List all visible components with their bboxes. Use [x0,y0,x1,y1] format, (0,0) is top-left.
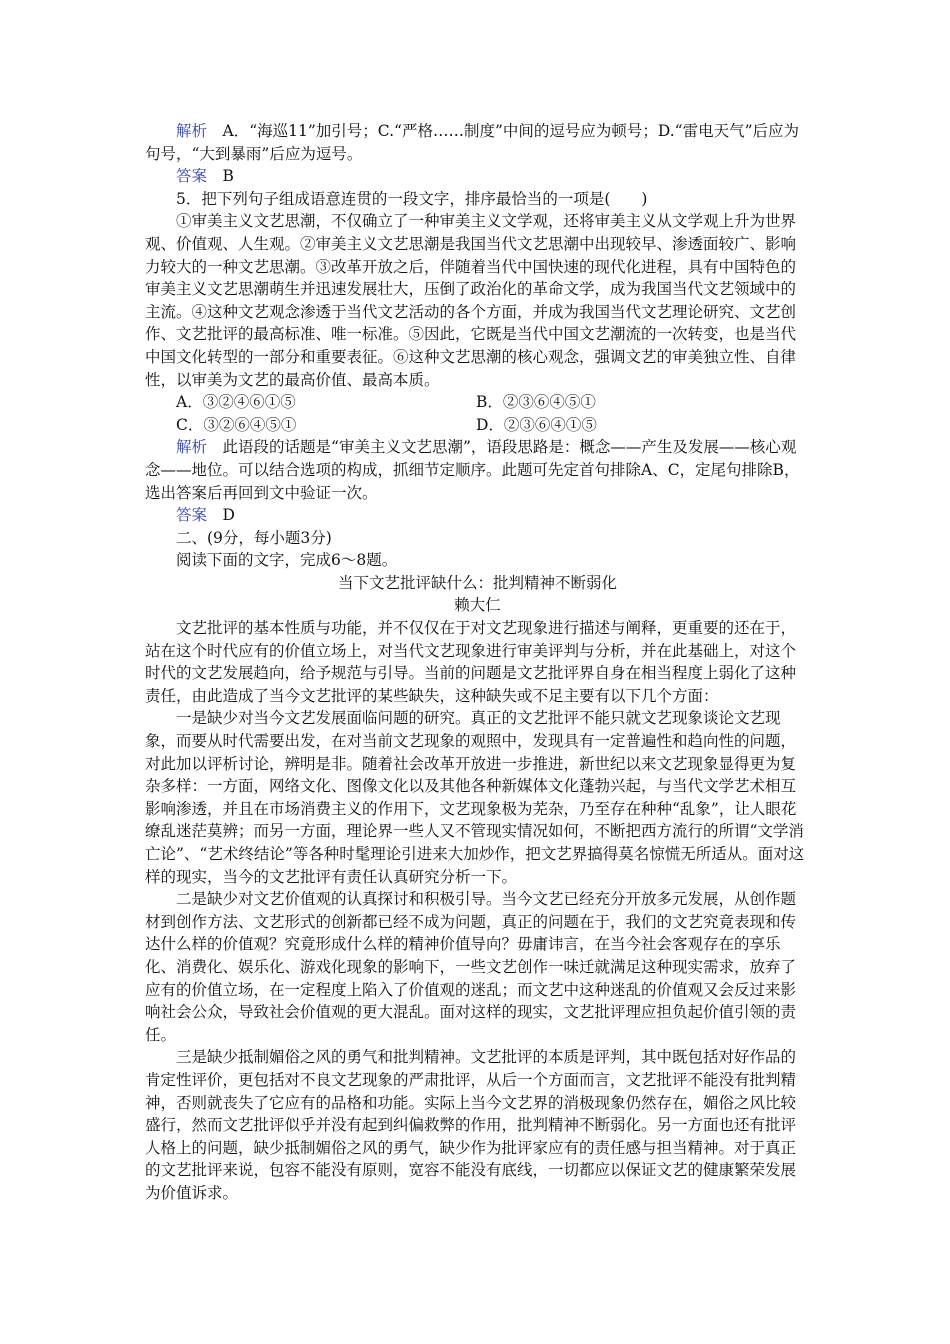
q5-option-b: B．②③⑥④⑤① [476,393,596,412]
q5-options-row-1 [145,391,810,414]
q5-option-c: C．③②⑥④⑤① [176,415,297,434]
answer-label: 答案 [176,167,208,186]
q5-option-a: A．③②④⑥①⑤ [176,393,296,412]
article-paragraph: 二是缺少对文艺价值观的认真探讨和积极引导。当今文艺已经充分开放多元发展，从创作题材到创作方法、文艺形式的创新都已经不成为问题，真正的问题在于，我们的文艺究竟表现和传达什么样的价值观？究竟形成什么样的精神价值导向？毋庸讳言，在当今社会客观存在的享乐化、消费化、娱乐化、游戏化现象的影响下，一些文艺创作一味迁就满足这种现实需求，放弃了应有的价值立场，在一定程度上陷入了价值观的迷乱；而文艺中这种迷乱的价值观又会反过来影响社会公众，导致社会价值观的更大混乱。面对这样的现实，文艺批评理应担负起价值引领的责任。 [145,890,797,1044]
analysis-label: 解析 [176,438,208,457]
article-title: 当下文艺批评缺什么：批判精神不断弱化 [337,573,617,592]
q5-answer [145,504,810,527]
q5-answer-value: D [222,506,235,525]
q5-passage: ①审美主义文艺思潮，不仅确立了一种审美主义文学观，还将审美主义从文学观上升为世界观、价值观、人生观。②审美主义文艺思潮是我国当代文艺思潮中出现较早、渗透面较广、影响力较大的一种文艺思潮。③改革开放之后，伴随着当代中国快速的现代化进程，具有中国特色的审美主义文艺思潮萌生并迅速发展壮大，压倒了政治化的革命文学，成为我国当代文艺领域中的主流。④这种文艺观念渗透于当代文艺活动的各个方面，并成为我国当代文艺理论研究、文艺创作、文艺批评的最高标准、唯一标准。⑤因此，它既是当代中国文艺潮流的一次转变，也是当代中国文化转型的一部分和重要表征。⑥这种文艺思潮的核心观念，强调文艺的审美独立性、自律性，以审美为文艺的最高价值、最高本质。 [145,212,797,389]
section-heading: 二、(9分，每小题3分) [176,528,332,547]
q5-analysis [145,436,810,504]
q5-options-row-2 [145,414,810,437]
analysis-label: 解析 [176,122,208,140]
q4-analysis-text: A．“海巡11”加引号；C.“严格……制度”中间的逗号应为顿号；D.“雷电天气”后应为句号，“大到暴雨”后应为逗号。 [145,122,800,163]
q4-answer [145,165,810,188]
q5-option-d: D．②③⑥④①⑤ [476,415,597,434]
article-paragraph: 一是缺少对当今文艺发展面临问题的研究。真正的文艺批评不能只就文艺现象谈论文艺现象，而要从时代需要出发，在对当前文艺现象的观照中，发现具有一定普遍性和趋向性的问题，对此加以评析讨论，辨明是非。随着社会改革开放进一步推进，新世纪以来文艺现象显得更为复杂多样：一方面，网络文化、图像文化以及其他各种新媒体文化蓬勃兴起，与当代文学艺术相互影响渗透，并且在市场消费主义的作用下，文艺现象极为芜杂，乃至存在种种“乱象”，让人眼花缭乱迷茫莫辨；而另一方面，理论界一些人又不管现实情况如何，不断把西方流行的所谓“文学消亡论”、“艺术终结论”等各种时髦理论引进来大加炒作，把文艺界搞得莫名惊慌无所适从。面对这样的现实，当今的文艺批评有责任认真研究分析一下。 [145,709,805,886]
q4-analysis [145,120,810,165]
section-instruction: 阅读下面的文字，完成6～8题。 [176,551,398,570]
article-paragraph: 文艺批评的基本性质与功能，并不仅仅在于对文艺现象进行描述与阐释，更重要的还在于，站在这个时代应有的价值立场上，对当代文艺现象进行审美评判与分析，并在此基础上，对这个时代的文艺发展趋向，给予规范与引导。当前的问题是文艺批评界自身在相当程度上弱化了这种责任，由此造成了当今文艺批评的某些缺失，这种缺失或不足主要有以下几个方面： [145,619,797,705]
q5-stem: 5．把下列句子组成语意连贯的一段文字，排序最恰当的一项是( ) [176,189,648,208]
q5-analysis-text: 此语段的话题是“审美主义文艺思潮”，语段思路是：概念——产生及发展——核心观念——地位。可以结合选项的构成，抓细节定顺序。此题可先定首句排除A、C，定尾句排除B，选出答案后再回到文中验证一次。 [145,438,800,502]
article-paragraph: 三是缺少抵制媚俗之风的勇气和批判精神。文艺批评的本质是评判，其中既包括对好作品的肯定性评价，更包括对不良文艺现象的严肃批评，从后一个方面而言，文艺批评不能没有批判精神，否则就丧失了它应有的品格和功能。实际上当今文艺界的消极现象仍然存在，媚俗之风比较盛行，然而文艺批评似乎并没有起到纠偏救弊的作用，批判精神不断弱化。另一方面也还有批评人格上的问题，缺少抵制媚俗之风的勇气，缺少作为批评家应有的责任感与担当精神。对于真正的文艺批评来说，包容不能没有原则，宽容不能没有底线，一切都应以保证文艺的健康繁荣发展为价值诉求。 [145,1048,797,1202]
q4-answer-value: B [222,167,234,186]
answer-label: 答案 [176,506,208,525]
document-page [145,120,810,1205]
article-author: 赖大仁 [454,596,501,615]
